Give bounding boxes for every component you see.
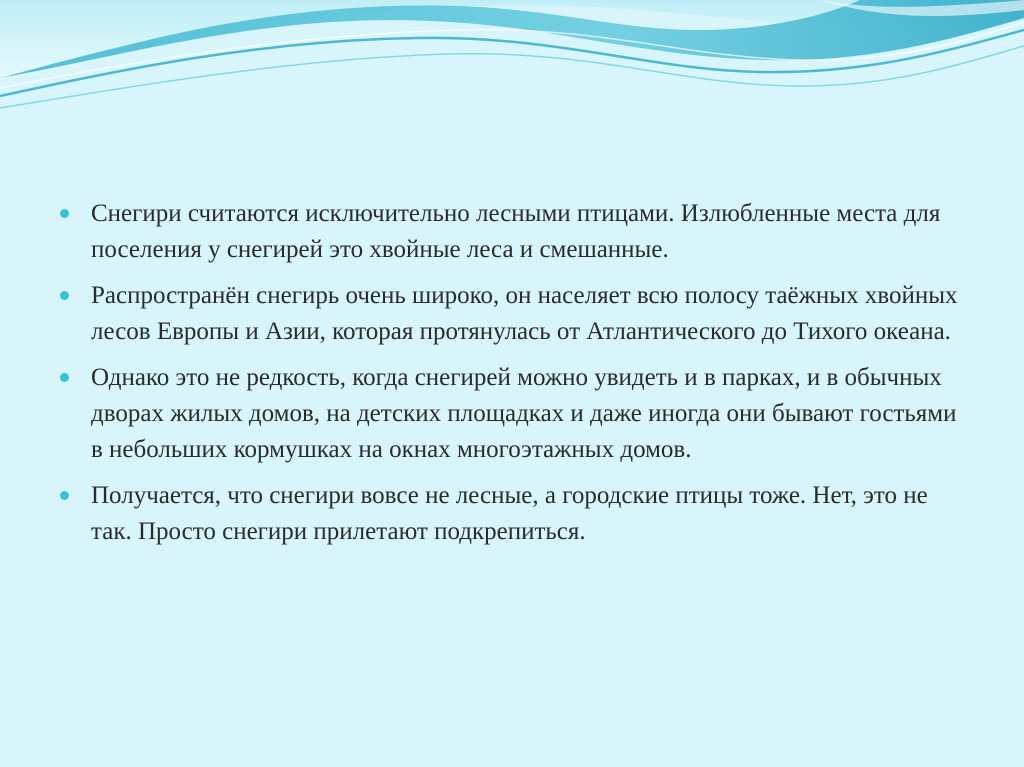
wave-header-decoration	[0, 0, 1024, 130]
bullet-list	[58, 196, 973, 550]
bullet-dot-icon	[60, 373, 69, 382]
bullet-dot-icon	[60, 209, 69, 218]
bullet-text: Снегири считаются исключительно лесными птицами. Излюбленные места для поселения у снегирей это хвойные леса и смешанные.	[91, 200, 941, 263]
bullet-dot-icon	[60, 291, 69, 300]
wave-line-2	[0, 46, 1024, 108]
slide-content	[58, 196, 973, 560]
bullet-dot-icon	[60, 491, 69, 500]
bullet-item	[58, 196, 973, 268]
bullet-text: Распространён снегирь очень широко, он населяет всю полосу таёжных хвойных лесов Европы и Азии, которая протянулась от Атлантического до Тихого океана.	[91, 282, 958, 345]
bullet-text: Однако это не редкость, когда снегирей можно увидеть и в парках, и в обычных дворах жилых домов, на детских площадках и даже иногда они бывают гостьями в небольших кормушках на окнах многоэтажных домов.	[91, 364, 957, 463]
bullet-item	[58, 360, 973, 468]
bullet-text: Получается, что снегири вовсе не лесные, а городские птицы тоже. Нет, это не так. Просто снегири прилетают подкрепиться.	[91, 482, 928, 545]
bullet-item	[58, 278, 973, 350]
bullet-item	[58, 478, 973, 550]
